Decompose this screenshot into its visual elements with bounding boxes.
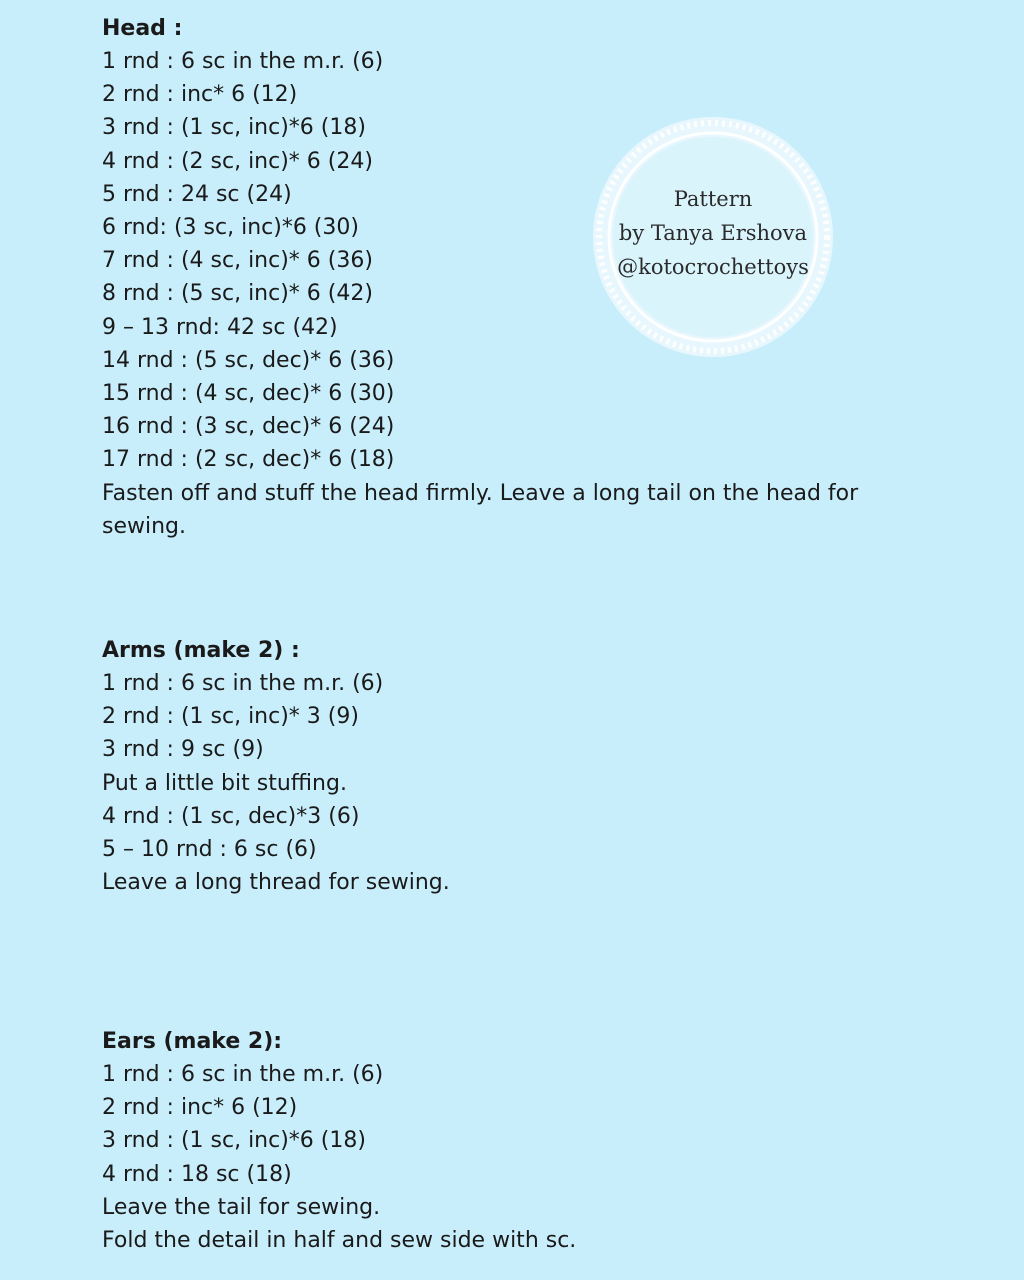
- instruction-line: Leave the tail for sewing.: [102, 1194, 381, 1220]
- instruction-line: 14 rnd : (5 sc, dec)* 6 (36): [102, 347, 395, 373]
- instruction-line: 17 rnd : (2 sc, dec)* 6 (18): [102, 447, 395, 473]
- stamp-line-handle: @kotocrochettoys: [617, 255, 809, 279]
- instruction-line: 7 rnd : (4 sc, inc)* 6 (36): [102, 248, 373, 274]
- section-title-arms: Arms (make 2) :: [102, 638, 300, 663]
- instruction-line: 16 rnd : (3 sc, dec)* 6 (24): [102, 414, 395, 440]
- watermark-stamp: [588, 112, 838, 362]
- arms-section: [102, 634, 902, 899]
- instruction-line: 1 rnd : 6 sc in the m.r. (6): [102, 671, 384, 696]
- instruction-line: 3 rnd : (1 sc, inc)*6 (18): [102, 1128, 366, 1154]
- instruction-line: 3 rnd : (1 sc, inc)*6 (18): [102, 115, 366, 141]
- instruction-line: 5 – 10 rnd : 6 sc (6): [102, 837, 317, 863]
- instruction-line: 3 rnd : 9 sc (9): [102, 737, 264, 763]
- instruction-line: 2 rnd : inc* 6 (12): [102, 1095, 298, 1121]
- instruction-line: 5 rnd : 24 sc (24): [102, 181, 292, 207]
- stamp-line-author: by Tanya Ershova: [618, 221, 808, 245]
- instruction-line: Leave a long thread for sewing.: [102, 870, 450, 896]
- instruction-line: 15 rnd : (4 sc, dec)* 6 (30): [102, 381, 395, 407]
- section-title-head: Head :: [102, 16, 183, 41]
- instruction-line: Fold the detail in half and sew side with sc.: [102, 1228, 577, 1254]
- ears-section: [102, 1025, 902, 1257]
- section-title-ears: Ears (make 2):: [102, 1029, 283, 1054]
- instruction-line: 1 rnd : 6 sc in the m.r. (6): [102, 49, 384, 74]
- instruction-line: Put a little bit stuffing.: [102, 770, 347, 796]
- instruction-line: 4 rnd : (2 sc, inc)* 6 (24): [102, 148, 373, 174]
- instruction-line: 4 rnd : (1 sc, dec)*3 (6): [102, 803, 360, 829]
- head-finishing-note: Fasten off and stuff the head firmly. Leave a long tail on the head for sewing.: [102, 480, 859, 539]
- instruction-line: 1 rnd : 6 sc in the m.r. (6): [102, 1062, 384, 1087]
- stamp-text: [588, 182, 838, 284]
- instruction-line: 4 rnd : 18 sc (18): [102, 1161, 292, 1187]
- instruction-line: 6 rnd: (3 sc, inc)*6 (30): [102, 215, 359, 241]
- instruction-line: 8 rnd : (5 sc, inc)* 6 (42): [102, 281, 373, 307]
- stamp-line-pattern: Pattern: [673, 187, 753, 211]
- instruction-line: 9 – 13 rnd: 42 sc (42): [102, 314, 338, 340]
- instruction-line: 2 rnd : (1 sc, inc)* 3 (9): [102, 704, 359, 730]
- instruction-line: 2 rnd : inc* 6 (12): [102, 82, 298, 108]
